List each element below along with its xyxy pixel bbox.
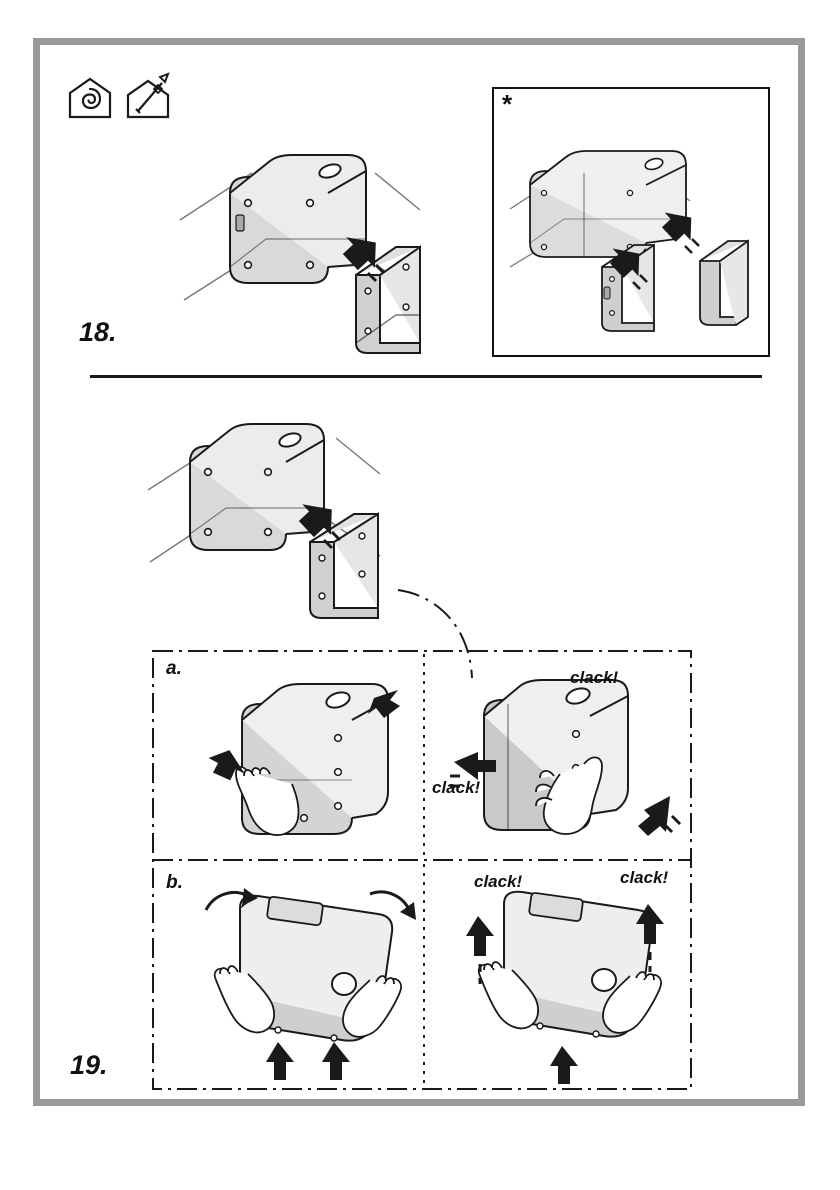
clack-label-4: clack! bbox=[620, 868, 669, 887]
inset-asterisk-marker: * bbox=[502, 89, 513, 119]
bracket-part-right bbox=[700, 241, 748, 325]
step-18-inset-panel bbox=[492, 87, 770, 357]
up-arrow-left bbox=[266, 1042, 294, 1080]
appliance-body bbox=[190, 424, 324, 550]
up-arrow-right bbox=[322, 1042, 350, 1080]
page-content bbox=[40, 45, 798, 1099]
clack-label-3: clack! bbox=[474, 872, 523, 891]
step-19-number: 19. bbox=[70, 1050, 108, 1080]
page-border bbox=[33, 38, 805, 1106]
step-18-inset-illustration bbox=[504, 117, 766, 347]
appliance-body-wide bbox=[530, 151, 686, 257]
step-19-detail-panel bbox=[152, 650, 692, 1090]
press-arrow-right bbox=[638, 796, 680, 836]
clack-label-2: clack! bbox=[432, 778, 481, 797]
rotate-arrow-right bbox=[370, 892, 410, 912]
substep-a-left-illustration bbox=[192, 668, 422, 858]
clack-label-1: clack! bbox=[570, 668, 619, 687]
substep-a-right-illustration bbox=[444, 668, 684, 858]
tools-required-icon bbox=[124, 71, 176, 119]
substep-b-right-illustration bbox=[452, 874, 682, 1084]
step-18-number: 18. bbox=[79, 317, 117, 347]
indoor-assembly-icon bbox=[66, 75, 118, 123]
substep-a-label: a. bbox=[166, 658, 182, 679]
substep-b-label: b. bbox=[166, 872, 183, 893]
up-arrow-center bbox=[550, 1046, 578, 1084]
substep-b-left-illustration bbox=[182, 874, 432, 1084]
rotate-arrow-right-head bbox=[400, 902, 416, 920]
step-18-main-illustration bbox=[170, 115, 470, 365]
step-19-main-illustration bbox=[140, 390, 460, 640]
section-divider bbox=[90, 375, 762, 378]
